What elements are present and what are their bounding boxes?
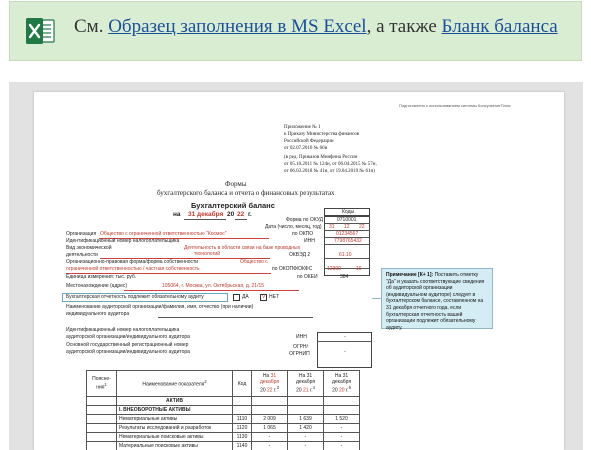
auditor-name-label-1: Наименование аудиторской организации/фамилия, имя, отчество (при наличии) (66, 304, 254, 310)
banner-middle: , а также (366, 16, 437, 37)
date-year: 22 (359, 224, 365, 230)
table-header (87, 371, 360, 397)
audit-yes-label: ДА (242, 294, 249, 300)
activity-value-1: Деятельность в области связи на базе проводных (184, 245, 301, 251)
auditor-ogrn-label-2: аудиторской организации/индивидуального аудитора (66, 349, 190, 355)
auditor-inn-label-2: аудиторской организации/индивидуального аудитора (66, 334, 190, 340)
excel-icon[interactable] (24, 15, 56, 47)
activity-label-1: Вид экономической (66, 245, 112, 251)
date-day: 31 (329, 224, 335, 230)
table-row: Материальные поисковые активы 1140 - - - (87, 442, 360, 450)
address-value: 105064, г. Москва, ул. Октябрьская, д. 21/15 (162, 283, 265, 289)
date-label: Дата (число, месяц, год) (265, 224, 322, 230)
table-row: Нематериальные поисковые активы 1130 - - - (87, 433, 360, 442)
audit-yes-checkbox[interactable] (233, 294, 240, 301)
auditor-name-label-2: индивидуального аудитора (66, 311, 130, 317)
balance-title: Бухгалтерский баланс (191, 201, 275, 210)
org-label: Организация (66, 231, 97, 237)
audit-no-mark: V (262, 294, 266, 300)
okved-value: 61.10 (339, 252, 352, 258)
okopf-label: по ОКОПФ/ОКФС (272, 266, 313, 272)
auditor-inn-label-1: Идентификационный номер налогоплательщика (66, 327, 180, 333)
okpo-value: 01234567 (336, 231, 359, 237)
inn-value: 7798765432 (334, 238, 362, 244)
col-date-3: На 31 декабря 20 20 г.$^5$ (324, 371, 360, 397)
opf-label: Организационно-правовая форма/форма собственности (66, 259, 199, 265)
activity-label-2: деятельности (66, 252, 98, 258)
audit-no-label: НЕТ (269, 294, 279, 300)
audit-label: Бухгалтерская отчетность подлежит обязательному аудиту (66, 294, 204, 300)
forms-subtitle: бухгалтерского баланса и отчета о финансовых результатах (157, 189, 335, 197)
org-value: Общество с ограниченной ответственностью "Космос" (100, 231, 227, 237)
table-row: Результаты исследований и разработок 1120 1 065 1 420 - (87, 424, 360, 433)
ogrnip-code: ОГРНИП (289, 351, 310, 357)
top-note: Подготовлено с использованием системы КонсультантПлюс (399, 103, 511, 108)
note-title: Примечание [К+ 1]: (386, 272, 434, 278)
col-code: Код (233, 371, 252, 397)
auditor-inn-value: - (344, 334, 346, 340)
excel-sample-link[interactable]: Образец заполнения в MS Excel (108, 16, 367, 37)
col-date-1: На 31 декабря 20 22 г.$^3$ (252, 371, 288, 397)
okud-value: 0710001 (337, 217, 357, 223)
unit-label: Единица измерения: тыс. руб. (66, 274, 137, 280)
opf-value-2: ограниченной ответственностью / частная собственность (66, 266, 200, 272)
okei-label: по ОКЕИ (297, 274, 318, 280)
banner-text (74, 16, 558, 38)
forms-title: Формы (225, 180, 247, 188)
inn-code-label: ИНН (304, 238, 315, 244)
audit-note-callout[interactable] (381, 268, 493, 329)
col-name: Наименование показателя$^2$ (117, 371, 233, 397)
info-banner (9, 1, 582, 61)
banner-prefix: См. (74, 16, 104, 37)
inn-label: Идентификационный номер налогоплательщика (66, 238, 180, 244)
okpo-label: по ОКПО (292, 231, 314, 237)
balance-form-link[interactable]: Бланк баланса (441, 16, 558, 37)
col-explanation: Поясне-ния$^1$ (87, 371, 117, 397)
okved-label: ОКВЭД 2 (289, 252, 311, 258)
okopf-value-1: 12300 (327, 266, 341, 272)
okopf-value-2: 16 (356, 266, 362, 272)
auditor-inn-code: ИНН (296, 334, 307, 340)
activity-value-2: технологий (194, 251, 221, 257)
okud-label: Форма по ОКУД (286, 217, 324, 223)
ogrn-code: ОГРН/ (293, 344, 308, 350)
auditor-ogrn-label-1: Основной государственный регистрационный номер (66, 342, 189, 348)
date-month: 12 (344, 224, 350, 230)
document-preview (9, 82, 583, 450)
table-row: Нематериальные активы 1110 2 009 1 639 1 520 (87, 415, 360, 424)
balance-sheet-page[interactable]: Подготовлено с использованием системы КонсультантПлюс Приложение № 1 к Приказу Министерства финансов Российской Федерации от 02.07.2010 № 66н (в ред. Приказов Минфина России от 05.10.2011 № 124н, от 06.04.2015 № 57н, от 06.03.2018 № 41н, от 19.04.2019 № 61н) Формы бухгалтерского баланса и отчета о финансовых результатах Бухгалтерский баланс на 31 декабря 20 22 г. Коды Форма по ОКУД 0710001 Дата (число, месяц, год) 31 12 22 Организация Общество с ограниченной ответственностью "Космос" по ОКПО 01234567 Идентификационный номер налогоплательщика ИНН 7798765432 Вид экономической Деятельность в области связи на базе проводных деятельности технологий ОКВЭД 2 61.10 Организационно-правовая форма/форма собственности Общество с ограниченной ответственностью / частная собственность по ОКОПФ/ОКФС 12300 16 Единица измерения: тыс. руб. по ОКЕИ 384 Местонахождение (адрес) 105064, г. Москва, ул. Октябрьская, д. 21/15 Бухгалтерская отчетность подлежит обязательному аудиту ДА V НЕТ Наименование аудиторской организации/фамилия, имя, отчество (при наличии) индивидуального аудитора Идентификационный номер налогоплательщика аудиторской организации/индивидуального аудитора ИНН - Основной государственный регистрационный номер аудиторской организации/индивидуального аудитора ОГРН/ ОГРНИП - Примечание [К+ 1]: Поставить отметку "Да" и указать соответствующие сведения об аудиторской организации (индивидуальном аудиторе) следует в бухгалтерском балансе, составленном на 31 декабря отчетного года, если бухгалтерская отчетность вашей организации подлежит обязательному аудиту. Поясне-ния$^1$ Наименование показателя$^2$ Код На 31 декабря 20 22 г.$^3$ На 31 декабря 20 21 г.$^4$ На 31 декабря 20 20 г.$^5$ АКТИВ I. ВНЕОБОРОТНЫЕ АКТИВЫ Нематериальные активы 1110 2 009 1 639 1 520 Результаты исследований и разработок 1120 1 065 1 420 - Нематериальные поисковые активы 1130 - - - Материальные поисковые активы 1140 - - - (34, 92, 564, 450)
note-text: Поставить отметку "Да" и указать соответствующие сведения об аудиторской организации (индивидуальном аудиторе) следует в бухгалтерском балансе, составленном на 31 декабря отчетного года, если бухгалтерская отчетность вашей организации подлежит обязательному аудиту. (386, 272, 485, 331)
okei-value: 384 (340, 274, 349, 280)
balance-table (86, 370, 360, 450)
opf-value-1: Общество с (240, 259, 268, 265)
col-date-2: На 31 декабря 20 21 г.$^4$ (288, 371, 324, 397)
auditor-ogrn-value: - (344, 349, 346, 355)
address-label: Местонахождение (адрес) (66, 283, 128, 289)
codes-header: Коды (342, 209, 355, 215)
table-row: I. ВНЕОБОРОТНЫЕ АКТИВЫ (87, 406, 360, 415)
table-row: АКТИВ (87, 397, 360, 406)
